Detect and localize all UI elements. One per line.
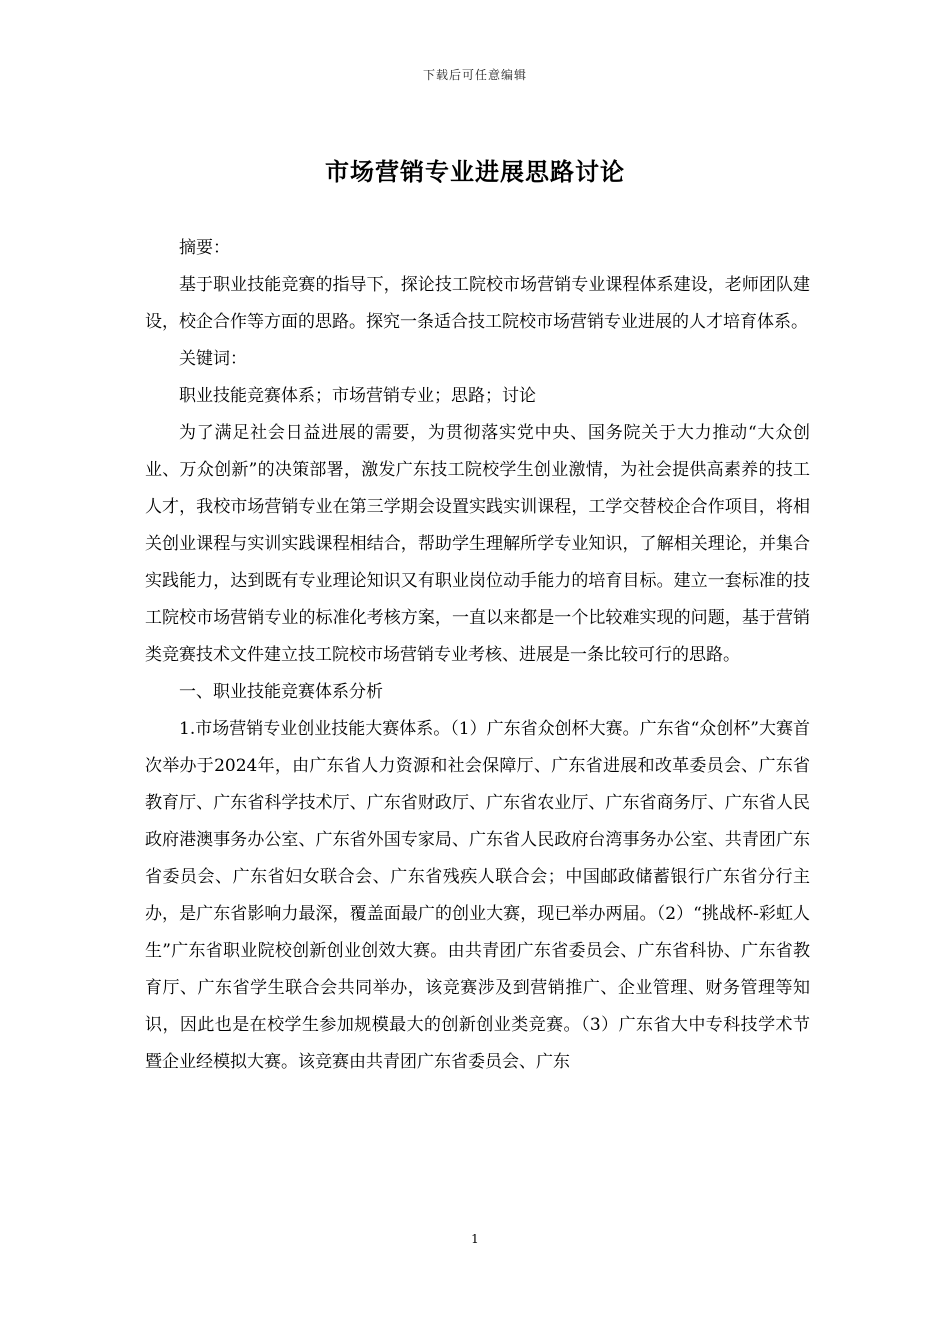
keywords-heading: 关键词： [179,349,247,369]
intro-paragraph: 为了满足社会日益进展的需要，为贯彻落实党中央、国务院关于大力推动“大众创业、万众创新”的决策部署，激发广东技工院校学生创业激情，为社会提供高素养的技工人才，我校市场营销专业在第三学期会设置实践实训课程，工学交替校企合作项目，将相关创业课程与实训实践课程相结合，帮助学生理解所学专业知识，了解相关理论，并集合实践能力，达到既有专业理论知识又有职业岗位动手能力的培育目标。建立一套标准的技工院校市场营销专业的标准化考核方案，一直以来都是一个比较难实现的问题，基于营销类竞赛技术文件建立技工院校市场营销专业考核、进展是一条比较可行的思路。 [145,423,810,665]
keywords-paragraph: 职业技能竞赛体系；市场营销专业；思路；讨论 [179,386,536,406]
page-number: 1 [471,1232,479,1246]
document-body [145,230,810,1081]
section-paragraph: 1.市场营销专业创业技能大赛体系。（1）广东省众创杯大赛。广东省“众创杯”大赛首次举办于2024年，由广东省人力资源和社会保障厅、广东省进展和改革委员会、广东省教育厅、广东省科学技术厅、广东省财政厅、广东省农业厅、广东省商务厅、广东省人民政府港澳事务办公室、广东省外国专家局、广东省人民政府台湾事务办公室、共青团广东省委员会、广东省妇女联合会、广东省残疾人联合会；中国邮政储蓄银行广东省分行主办，是广东省影响力最深，覆盖面最广的创业大赛，现已举办两届。（2）“挑战杯-彩虹人生”广东省职业院校创新创业创效大赛。由共青团广东省委员会、广东省科协、广东省教育厅、广东省学生联合会共同举办，该竞赛涉及到营销推广、企业管理、财务管理等知识，因此也是在校学生参加规模最大的创新创业类竞赛。（3）广东省大中专科技学术节暨企业经模拟大赛。该竞赛由共青团广东省委员会、广东 [145,719,810,1072]
document-title: 市场营销专业进展思路讨论 [325,158,625,186]
abstract-paragraph: 基于职业技能竞赛的指导下，探论技工院校市场营销专业课程体系建设，老师团队建设，校企合作等方面的思路。探究一条适合技工院校市场营销专业进展的人才培育体系。 [145,275,810,332]
page-header: 下载后可任意编辑 [422,68,527,82]
section-heading: 一、职业技能竞赛体系分析 [179,682,383,702]
abstract-heading: 摘要： [179,238,230,258]
